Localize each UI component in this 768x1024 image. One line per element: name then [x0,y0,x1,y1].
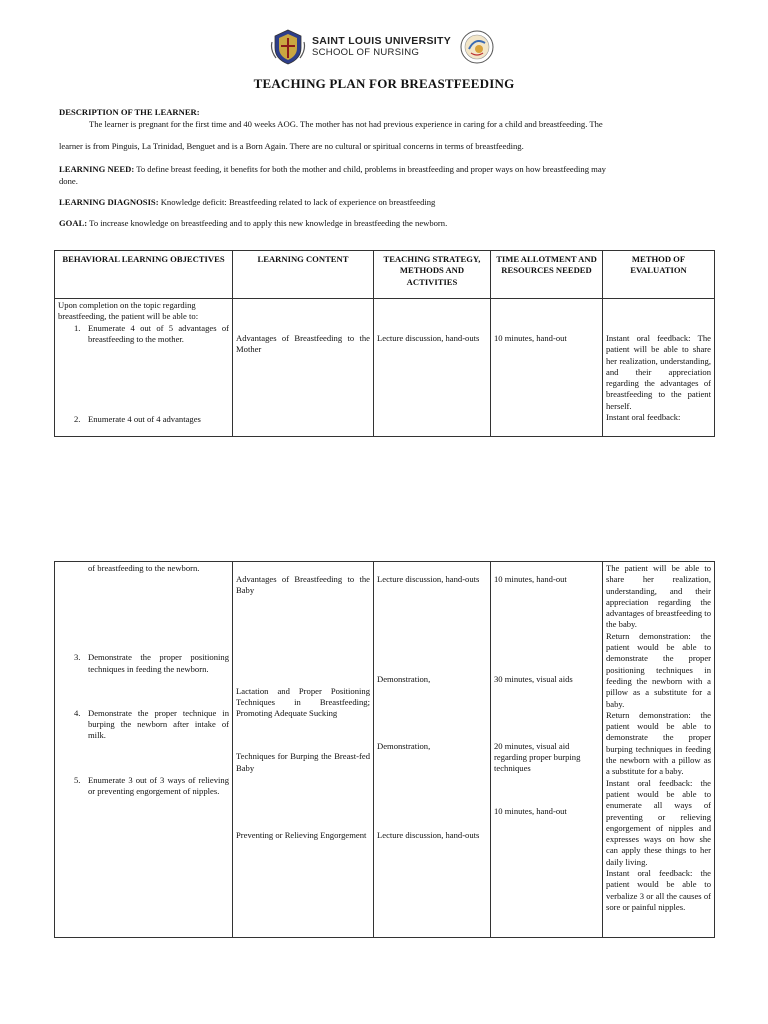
learner-heading: DESCRIPTION OF THE LEARNER: [59,107,200,117]
header-strategy: TEACHING STRATEGY, METHODS AND ACTIVITIES [374,251,491,299]
header-evaluation: METHOD OF EVALUATION [603,251,715,299]
evaluation-1: Instant oral feedback: The patient will be able to share her realization, understanding, and their appreciation regarding the advantages of breastfeeding to the patient herself. [606,333,711,411]
strategy-3: Demonstration, [377,674,431,685]
learning-need-text: To define breast feeding, it benefits for both the mother and child, problems in breastfeeding and proper ways on how breastfeeding may [134,164,606,174]
table-row [55,299,715,437]
content-4: Techniques for Burping the Breast-fed Baby [236,751,370,773]
university-seal-icon [270,28,306,66]
school-title: SCHOOL OF NURSING [312,47,420,58]
time-2: 10 minutes, hand-out [494,574,567,584]
strategy-2: Lecture discussion, hand-outs [377,574,480,584]
objective-text: Enumerate 3 out of 3 ways of relieving or preventing engorgement of nipples. [88,774,229,797]
strategy-cell [374,299,491,437]
strategy-1: Lecture discussion, hand-outs [377,333,480,343]
objective-1 [58,323,229,346]
objectives-cell [55,562,233,938]
time-cell [491,562,603,938]
letterhead [0,26,768,68]
strategy-4: Demonstration, [377,740,431,751]
objective-2-continued: of breastfeeding to the newborn. [88,563,200,573]
header-objectives: BEHAVIORAL LEARNING OBJECTIVES [55,251,233,299]
header-content: LEARNING CONTENT [233,251,374,299]
evaluation-2: Instant oral feedback: [606,412,681,423]
university-title: SAINT LOUIS UNIVERSITY [312,35,452,47]
strategy-5: Lecture discussion, hand-outs [377,829,480,840]
learning-diagnosis [59,196,714,208]
objective-5 [58,775,229,798]
objectives-intro: Upon completion on the topic regarding breastfeeding, the patient will be able to: [58,300,199,322]
learning-need-text-2: done. [59,176,78,186]
teaching-plan-table-part-2 [54,561,715,938]
learning-need-heading: LEARNING NEED: [59,164,135,174]
objective-number: 3. [74,652,81,663]
content-1: Advantages of Breastfeeding to the Mother [236,333,370,355]
objective-3 [58,652,229,675]
objectives-cell [55,299,233,437]
goal-heading: GOAL: [59,218,88,228]
evaluation-6: Instant oral feedback: the patient would be able to verbalize 3 or all the causes of sore or painful nipples. [606,868,711,912]
content-3: Lactation and Proper Positioning Techniques in Breastfeeding; Promoting Adequate Sucking [236,685,370,719]
learning-diagnosis-heading: LEARNING DIAGNOSIS: [59,197,159,207]
objective-4 [58,708,229,742]
objective-number: 2. [74,414,81,425]
objective-text: Demonstrate the proper technique in burping the newborn after intake of milk. [88,707,229,741]
evaluation-cell [603,562,715,938]
strategy-cell [374,562,491,938]
page-title: TEACHING PLAN FOR BREASTFEEDING [253,76,515,91]
header-time: TIME ALLOTMENT AND RESOURCES NEEDED [491,251,603,299]
time-1: 10 minutes, hand-out [494,333,567,343]
evaluation-2-continued: The patient will be able to share her realization, understanding, and their appreciation regarding the advantages of breastfeeding to the baby. [606,563,711,630]
content-cell [233,562,374,938]
objective-number: 4. [74,707,81,718]
teaching-plan-table-part-1 [54,250,715,437]
objective-number: 5. [74,774,81,785]
learner-line-2: learner is from Pinguis, La Trinidad, Benguet and is a Born Again. There are no cultural or spiritual concerns in terms of breastfeeding. [59,141,524,151]
time-cell [491,299,603,437]
goal [59,217,714,229]
learner-line-1: The learner is pregnant for the first time and 40 weeks AOG. The mother has not had previous experience in caring for a child and breastfeeding. The [89,119,603,129]
evaluation-cell [603,299,715,437]
objective-text: Demonstrate the proper positioning techniques in feeding the newborn. [88,652,229,674]
content-2: Advantages of Breastfeeding to the Baby [236,574,370,596]
objective-text: Enumerate 4 out of 4 advantages [88,414,201,425]
evaluation-3: Return demonstration: the patient would be able to demonstrate the proper positioning techniques in feeding the newborn with a pillow as a substitute for a baby. [606,630,711,709]
time-4: 20 minutes, visual aid regarding proper burping techniques [494,740,581,774]
learner-description [59,106,714,130]
evaluation-4: Return demonstration: the patient would be able to demonstrate the proper burping techniques in feeding the newborn with a pillow as a substitute for a baby. [606,709,711,777]
content-cell [233,299,374,437]
evaluation-5: Instant oral feedback: the patient would be able to enumerate all ways of preventing or relieving engorgement of nipples and expresses ways on how she can apply these things to her daily living. [606,777,711,867]
time-3: 30 minutes, visual aids [494,674,573,685]
content-5: Preventing or Relieving Engorgement [236,830,367,841]
table-row [55,562,715,938]
objective-2 [58,414,229,425]
table-header-row [55,251,715,299]
learning-need [59,163,714,187]
university-name [312,36,451,58]
goal-text: To increase knowledge on breastfeeding and to apply this new knowledge in breastfeeding the newborn. [87,218,448,228]
learning-diagnosis-text: Knowledge deficit: Breastfeeding related to lack of experience on breastfeeding [158,197,436,207]
time-5: 10 minutes, hand-out [494,806,567,817]
objective-number: 1. [74,322,81,333]
nursing-logo-icon [455,29,499,65]
objective-text: Enumerate 4 out of 5 advantages of breastfeeding to the mother. [88,322,229,344]
